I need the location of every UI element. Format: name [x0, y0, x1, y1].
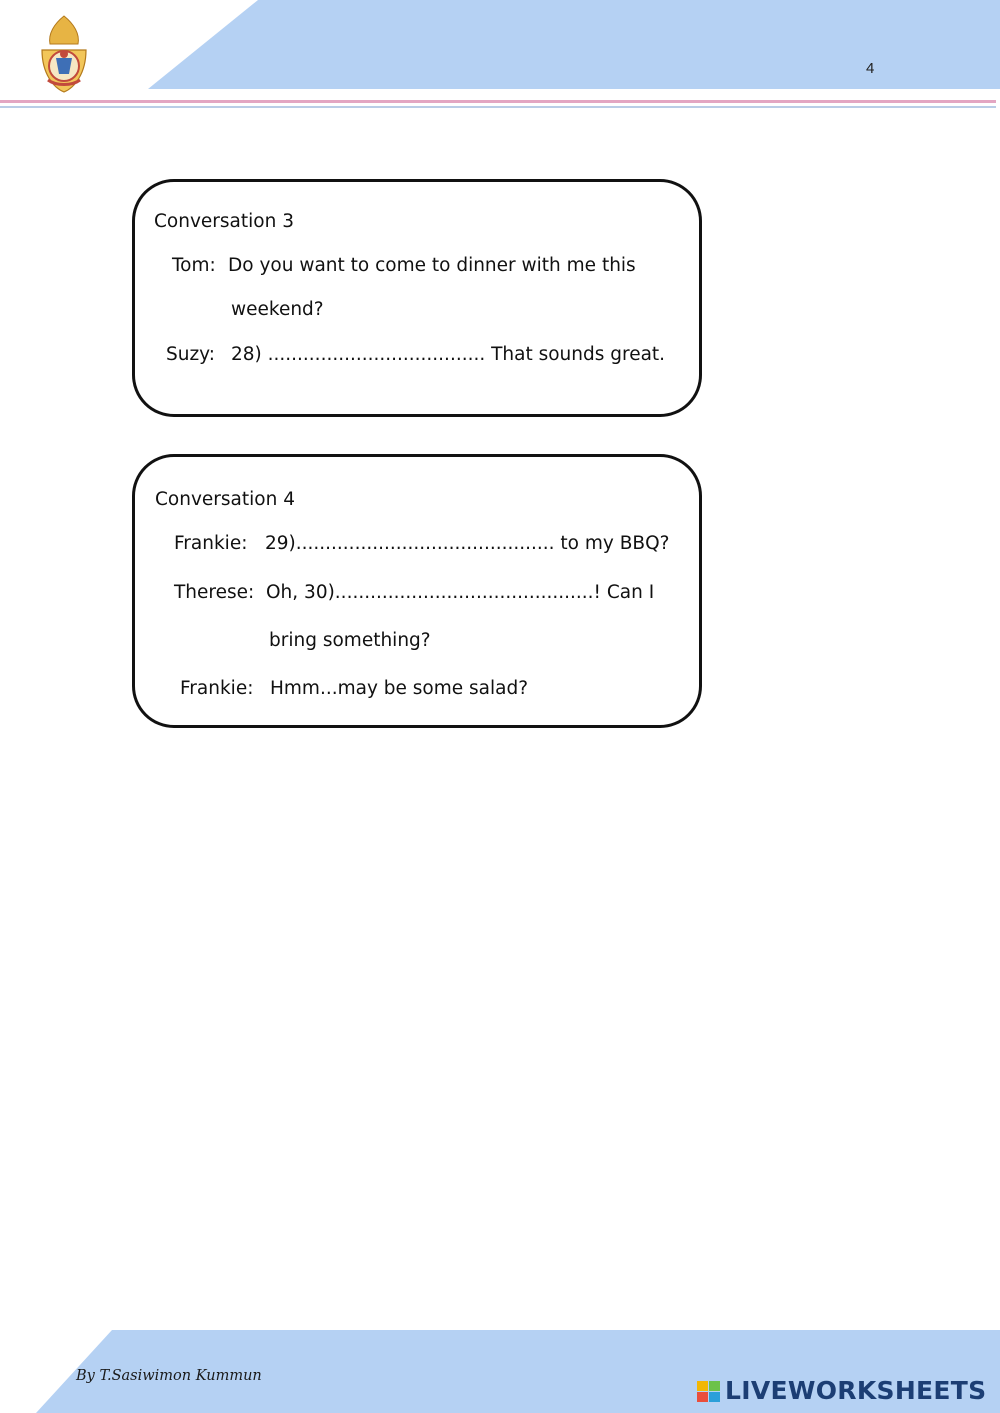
- liveworksheets-brand[interactable]: [697, 1374, 997, 1408]
- conversation-4-box: [132, 454, 702, 728]
- header-divider-pink: [0, 100, 996, 103]
- speaker-label: Frankie:: [174, 533, 248, 554]
- answer-blank-28[interactable]: 28) ..................................... That sounds great.: [231, 344, 666, 365]
- conversation-3-box: [132, 179, 702, 417]
- speaker-label: Tom:: [172, 255, 216, 276]
- conversation-title: Conversation 4: [155, 489, 295, 510]
- speaker-label: Therese:: [174, 582, 255, 603]
- dialogue-line: Hmm...may be some salad?: [270, 678, 529, 699]
- liveworksheets-wordmark: LIVEWORKSHEETS: [725, 1376, 987, 1405]
- conversation-title: Conversation 3: [154, 211, 294, 232]
- answer-blank-30[interactable]: Oh, 30)............................................! Can I: [266, 582, 655, 603]
- page-number: 4: [866, 60, 875, 77]
- liveworksheets-logo-icon: [697, 1381, 721, 1403]
- speaker-label: Suzy:: [166, 344, 216, 365]
- speaker-label: Frankie:: [180, 678, 254, 699]
- author-credit: By T.Sasiwimon Kummun: [76, 1368, 262, 1384]
- header-band: [0, 0, 1000, 92]
- header-divider-blue: [0, 106, 996, 108]
- dialogue-line: weekend?: [231, 299, 324, 320]
- school-crest-icon: [34, 14, 94, 94]
- dialogue-line: Do you want to come to dinner with me this: [228, 255, 636, 276]
- dialogue-line: bring something?: [269, 630, 431, 651]
- answer-blank-29[interactable]: 29)............................................ to my BBQ?: [265, 533, 670, 554]
